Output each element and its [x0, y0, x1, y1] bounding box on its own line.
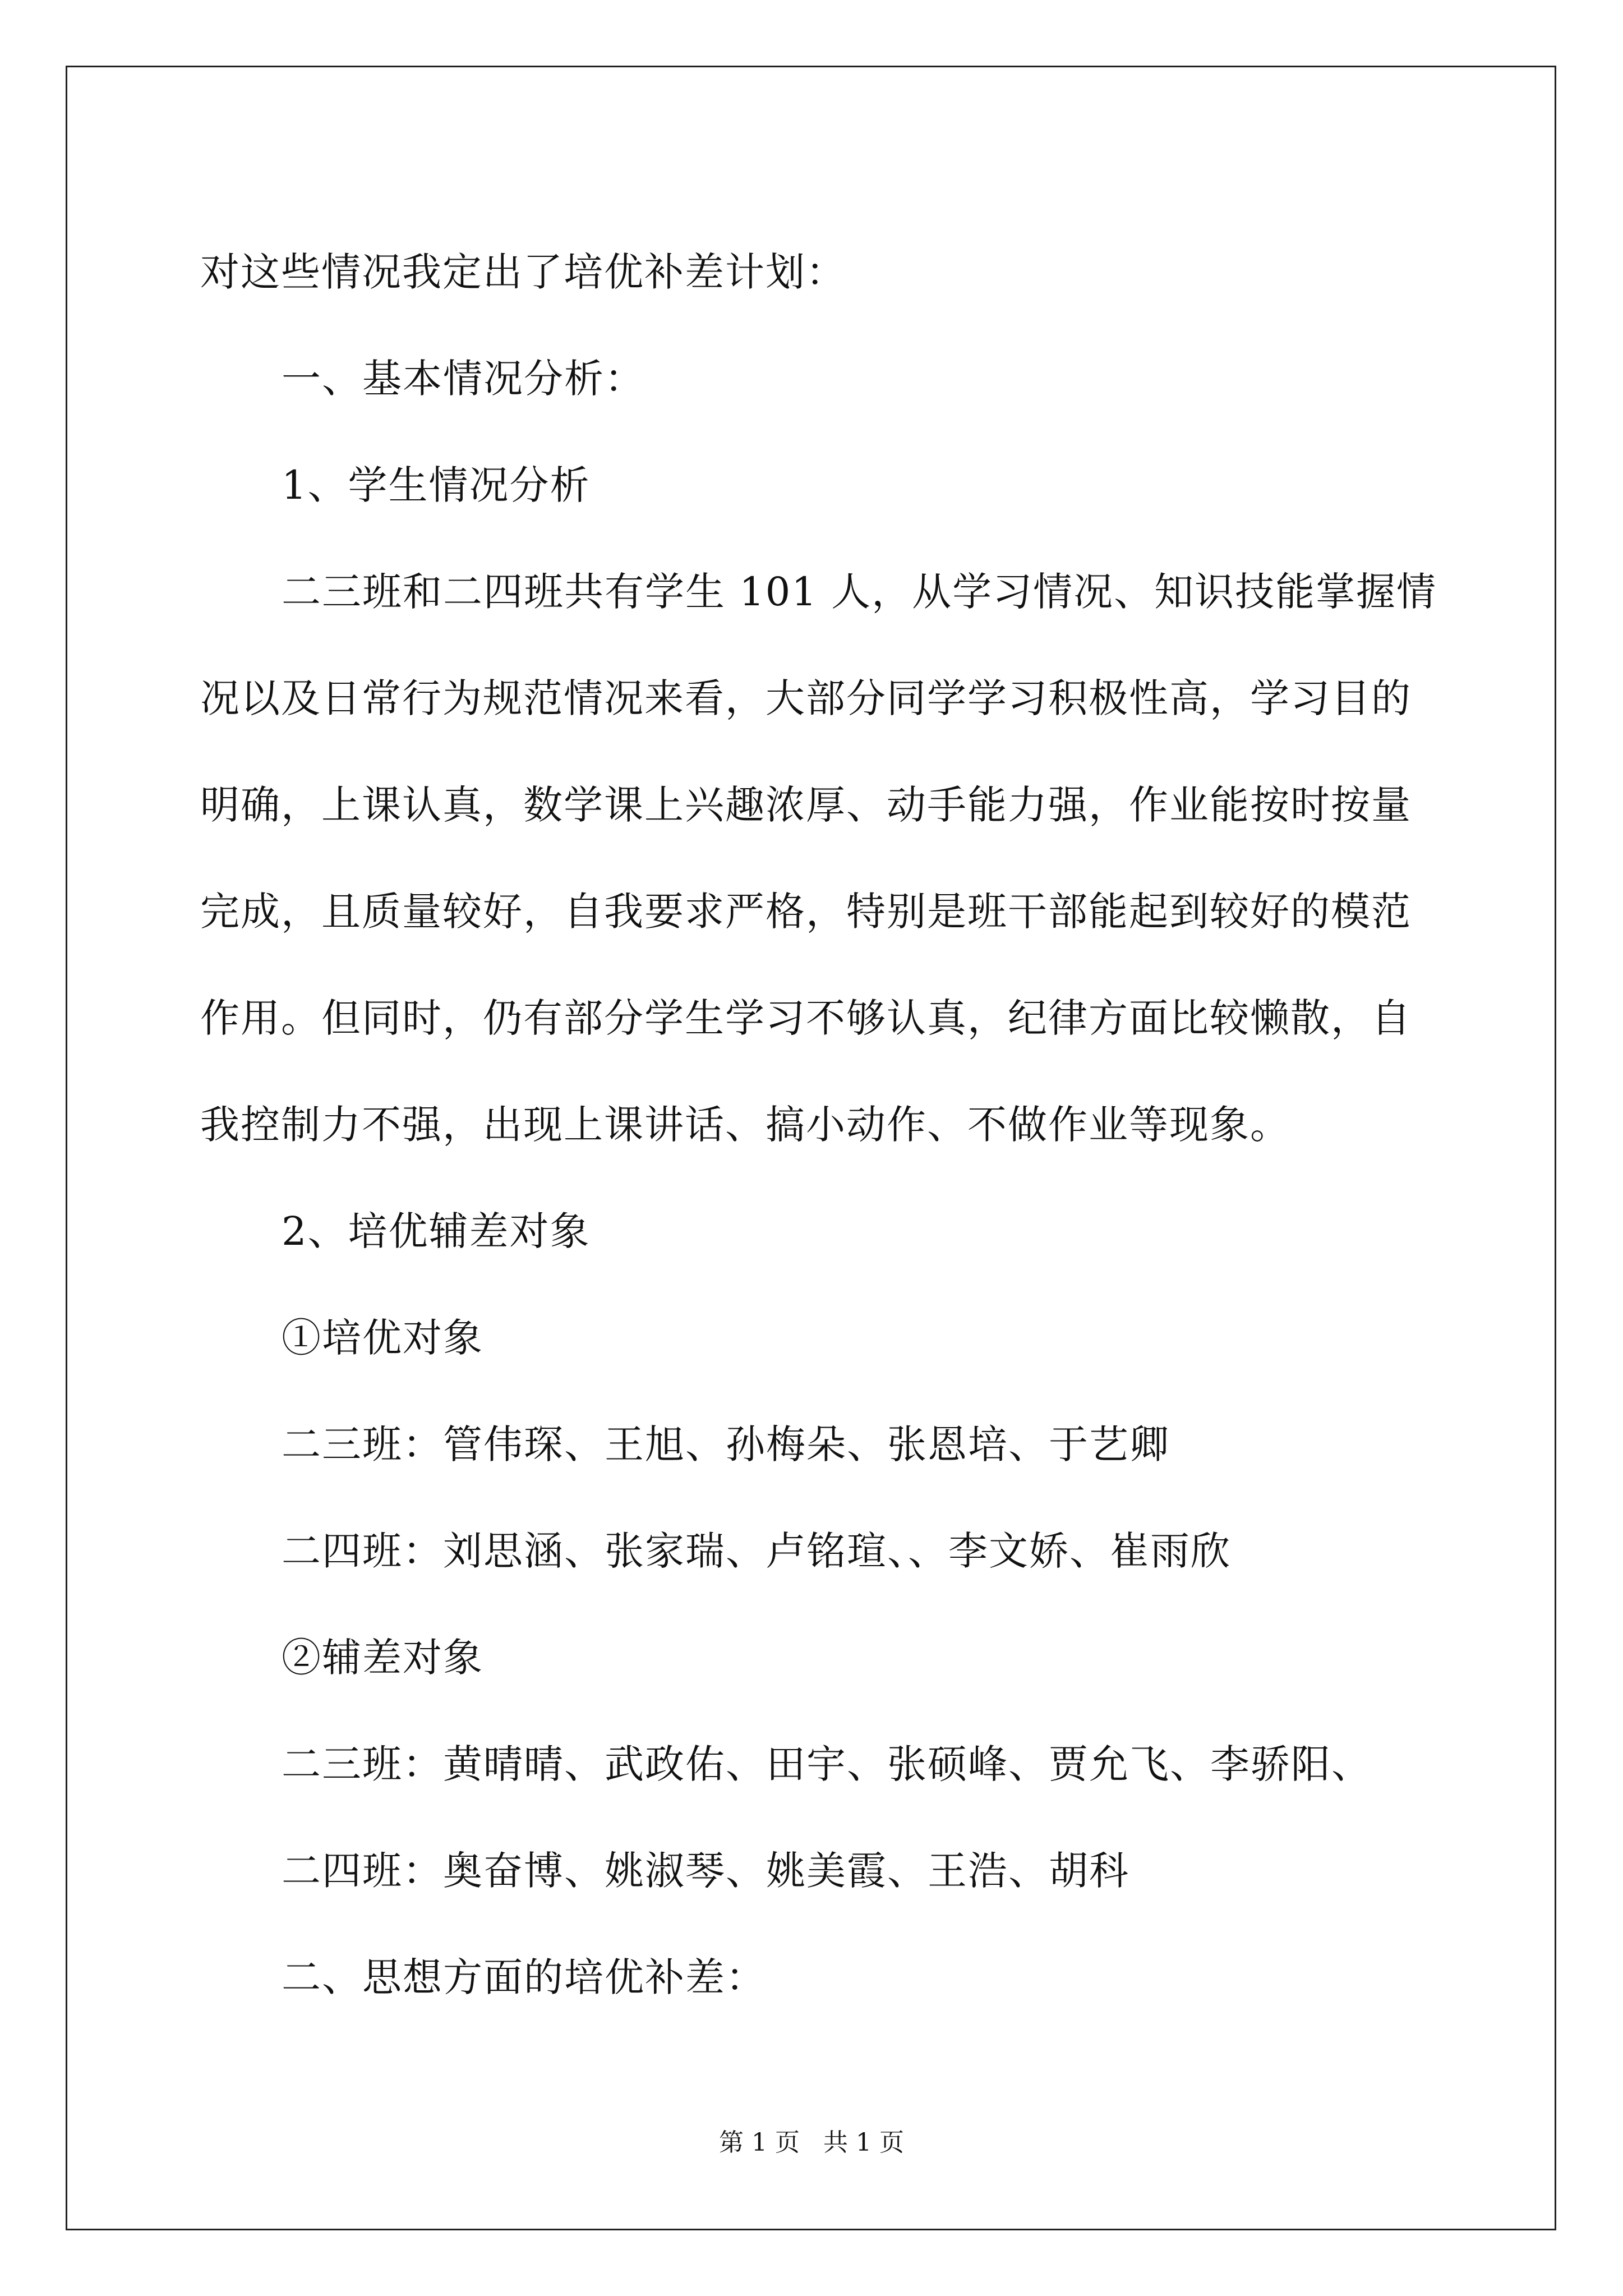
list-heading: ②辅差对象 [282, 1635, 483, 1681]
paragraph-line: 我控制力不强，出现上课讲话、搞小动作、不做作业等现象。 [200, 1102, 1290, 1148]
text-line: 对这些情况我定出了培优补差计划： [200, 249, 846, 295]
list-item: 二三班：黄晴晴、武政佑、田宇、张硕峰、贾允飞、李骄阳、 [282, 1741, 1372, 1787]
page-footer [0, 2126, 1623, 2160]
list-item: 二三班：管伟琛、王旭、孙梅朵、张恩培、于艺卿 [282, 1421, 1170, 1467]
document-body [200, 219, 1437, 2031]
paragraph-line: 完成，且质量较好，自我要求严格，特别是班干部能起到较好的模范 [200, 889, 1412, 935]
page-number: 第 1 页 [719, 2128, 800, 2157]
paragraph-line: 作用。但同时，仍有部分学生学习不够认真，纪律方面比较懒散，自 [200, 995, 1412, 1041]
subsection-heading: 2、培优辅差对象 [282, 1208, 591, 1254]
list-item: 二四班：刘思涵、张家瑞、卢铭瑄、、李文娇、崔雨欣 [282, 1528, 1231, 1574]
section-heading: 二、思想方面的培优补差： [282, 1954, 766, 2000]
section-heading: 一、基本情况分析： [282, 356, 645, 402]
paragraph-line: 况以及日常行为规范情况来看，大部分同学学习积极性高，学习目的 [200, 675, 1412, 721]
paragraph-line: 明确，上课认真，数学课上兴趣浓厚、动手能力强，作业能按时按量 [200, 782, 1412, 828]
list-heading: ①培优对象 [282, 1315, 483, 1361]
list-item: 二四班：奥奋博、姚淑琴、姚美霞、王浩、胡科 [282, 1848, 1129, 1894]
page-total: 共 1 页 [823, 2128, 904, 2157]
subsection-heading: 1、学生情况分析 [282, 462, 591, 508]
paragraph-line: 二三班和二四班共有学生 101 人，从学习情况、知识技能掌握情 [282, 569, 1437, 615]
